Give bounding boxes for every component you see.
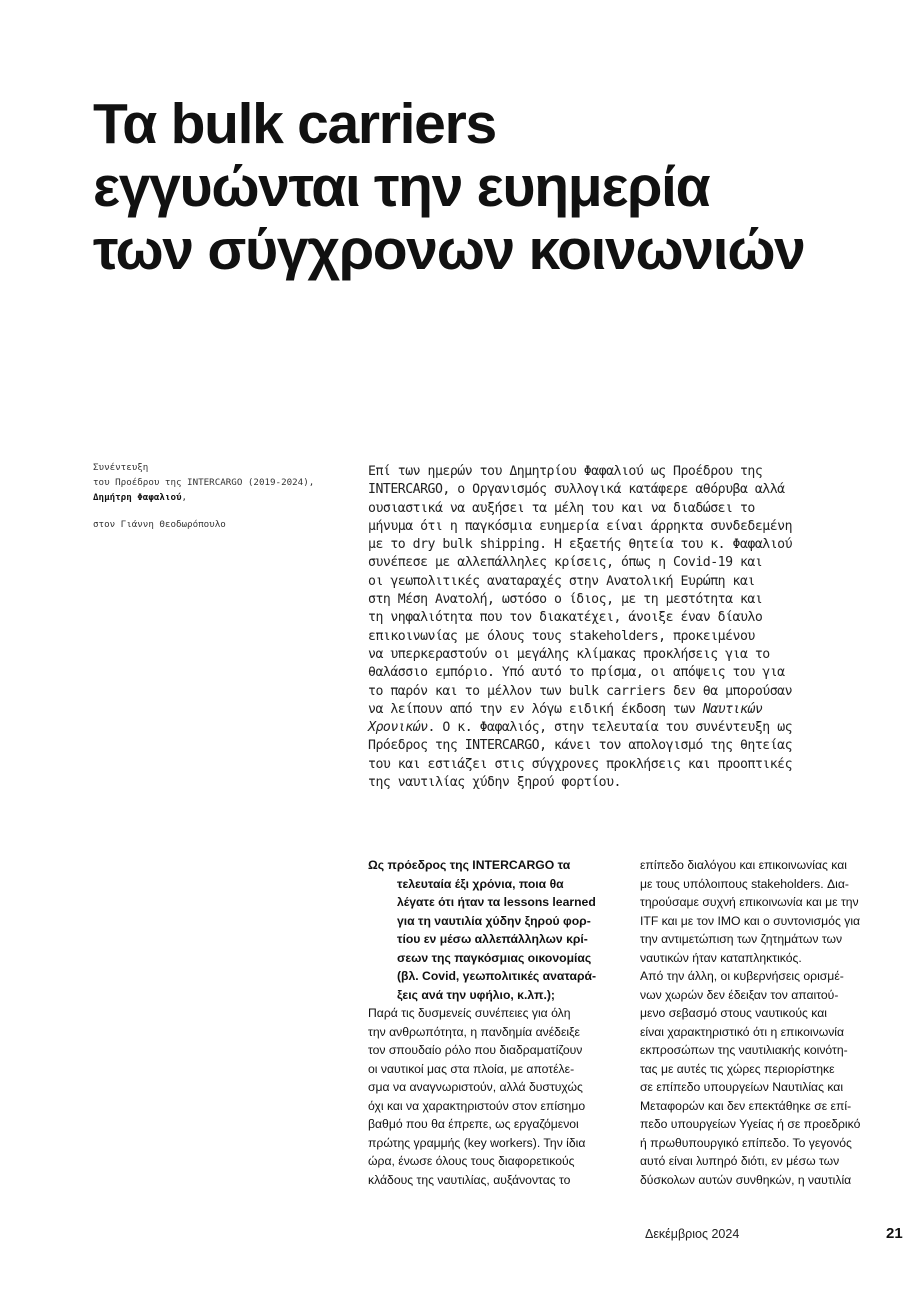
answer-line: την ανθρωπότητα, η πανδημία ανέδειξε xyxy=(368,1024,580,1039)
intro-paragraph xyxy=(368,463,903,792)
answer-line: εκπροσώπων της ναυτιλιακής κοινότη- xyxy=(640,1043,848,1057)
intro-line: Πρόεδρος της INTERCARGO, κάνει τον απολογισμό της θητείας xyxy=(368,738,793,754)
answer-line: δύσκολων αυτών συνθηκών, η ναυτιλία xyxy=(640,1172,852,1187)
interviewer-line: στον Γιάννη Θεοδωρόπουλο xyxy=(93,519,226,530)
credits-line: του Προέδρου της INTERCARGO (2019-2024), xyxy=(93,477,315,488)
interviewee-name: Δημήτρη Φαφαλιού xyxy=(93,492,182,503)
intro-text: να λείπουν από την εν λόγω ειδική έκδοση των xyxy=(368,701,703,717)
headline-line: των σύγχρονων κοινωνιών xyxy=(93,218,805,282)
answer-line: επίπεδο διαλόγου και επικοινωνίας και xyxy=(640,858,847,872)
answer-line: ναυτικών ήταν καταπληκτικός. xyxy=(640,950,802,965)
question-line: (βλ. Covid, γεωπολιτικές αναταρά- xyxy=(397,969,597,983)
question-line: τελευταία έξι χρόνια, ποια θα xyxy=(397,876,564,891)
answer-line: όχι και να χαρακτηριστούν στον επίσημο xyxy=(368,1098,586,1113)
answer-line: Παρά τις δυσμενείς συνέπειες για όλη xyxy=(368,1006,571,1020)
intro-line: Επί των ημερών του Δημητρίου Φαφαλιού ως Προέδρου της xyxy=(368,464,763,479)
answer-line: τον σπουδαίο ρόλο που διαδραματίζουν xyxy=(368,1043,583,1057)
answer-line: πρώτης γραμμής (key workers). Την ίδια xyxy=(368,1135,586,1150)
intro-text: . Ο κ. Φαφαλιός, στην τελευταία του συνέντευξη ως xyxy=(427,720,793,736)
intro-line: τη νηφαλιότητα που τον διακατέχει, άνοιξε έναν δίαυλο xyxy=(368,610,763,626)
intro-line: να υπερκεραστούν οι μεγάλης κλίμακας προκλήσεις για το xyxy=(368,646,770,662)
body-column-1 xyxy=(368,856,630,1189)
intro-line: INTERCARGO, ο Οργανισμός συλλογικά κατάφερε αθόρυβα αλλά xyxy=(368,482,785,498)
credits-name-line xyxy=(93,490,353,505)
answer-paragraph xyxy=(368,1004,630,1189)
headline-line: εγγυώνται την ευημερία xyxy=(93,155,710,219)
intro-line: οι γεωπολιτικές αναταραχές στην Ανατολική Ευρώπη και xyxy=(368,573,755,589)
intro-line xyxy=(368,701,903,719)
answer-line: είναι χαρακτηριστικό ότι η επικοινωνία xyxy=(640,1024,845,1039)
question-line: Ως πρόεδρος της INTERCARGO τα xyxy=(368,858,571,872)
intro-line: της ναυτιλίας χύδην ξηρού φορτίου. xyxy=(368,775,621,791)
intro-line: ουσιαστικά να αυξήσει τα μέλη του και να διαδώσει το xyxy=(368,500,755,516)
answer-line: Από την άλλη, οι κυβερνήσεις ορισμέ- xyxy=(640,969,844,983)
headline-line: Τα bulk carriers xyxy=(93,92,496,156)
question-line: για τη ναυτιλία χύδην ξηρού φορ- xyxy=(397,913,591,928)
intro-line: με το dry bulk shipping. Η εξαετής θητεία του κ. Φαφαλιού xyxy=(368,537,793,553)
intro-line: μήνυμα ότι η παγκόσμια ευημερία είναι άρρηκτα συνδεδεμένη xyxy=(368,518,793,534)
question-line: σεων της παγκόσμιας οικονομίας xyxy=(397,950,592,965)
answer-line: σε επίπεδο υπουργείων Ναυτιλίας και xyxy=(640,1080,844,1094)
question-line: λέγατε ότι ήταν τα lessons learned xyxy=(397,895,596,909)
question-line: τίου εν μέσω αλλεπάλληλων κρί- xyxy=(397,932,588,946)
intro-line: του και εστιάζει στις σύγχρονες προκλήσεις και προοπτικές xyxy=(368,756,793,772)
answer-line: σμα να αναγνωριστούν, αλλά δυστυχώς xyxy=(368,1080,583,1094)
interview-credits xyxy=(93,460,353,532)
answer-line: τας με αυτές τις χώρες περιορίστηκε xyxy=(640,1061,835,1076)
answer-line: Μεταφορών και δεν επεκτάθηκε σε επί- xyxy=(640,1098,852,1113)
answer-line: ITF και με τον IMO και ο συντονισμός για xyxy=(640,913,861,928)
answer-line: ή πρωθυπουργικό επίπεδο. Το γεγονός xyxy=(640,1135,852,1150)
intro-line: επικοινωνίας με όλους τους stakeholders, προκειμένου xyxy=(368,628,755,644)
article-headline xyxy=(93,93,883,282)
answer-line: ώρα, ένωσε όλους τους διαφορετικούς xyxy=(368,1154,575,1168)
answer-line: την αντιμετώπιση των ζητημάτων των xyxy=(640,932,843,946)
intro-line: στη Μέση Ανατολή, ωστόσο ο ίδιος, με τη μεστότητα και xyxy=(368,592,763,608)
intro-line xyxy=(368,719,903,737)
answer-line: βαθμό που θα έπρεπε, ως εργαζόμενοι xyxy=(368,1117,579,1131)
intro-line: θαλάσσιο εμπόριο. Υπό αυτό το πρίσμα, οι απόψεις του για xyxy=(368,665,785,681)
name-comma: , xyxy=(181,492,188,503)
issue-date: Δεκέμβριος 2024 xyxy=(645,1227,740,1241)
body-column-2 xyxy=(640,856,902,1189)
answer-line: πεδο υπουργείων Υγείας ή σε προεδρικό xyxy=(640,1117,861,1131)
page-number: 21 xyxy=(886,1225,903,1242)
interview-question xyxy=(368,856,630,1004)
answer-line: αυτό είναι λυπηρό διότι, εν μέσω των xyxy=(640,1154,840,1168)
answer-line: τηρούσαμε συχνή επικοινωνία και με την xyxy=(640,895,859,909)
answer-line: μενο σεβασμό στους ναυτικούς και xyxy=(640,1006,827,1020)
credits-line: Συνέντευξη xyxy=(93,462,149,473)
question-line: ξεις ανά την υφήλιο, κ.λπ.); xyxy=(397,987,555,1002)
answer-line: οι ναυτικοί μας στα πλοία, με αποτέλε- xyxy=(368,1061,575,1076)
intro-line: συνέπεσε με αλλεπάλληλες κρίσεις, όπως η Covid-19 και xyxy=(368,555,763,571)
answer-line: με τους υπόλοιπους stakeholders. Δια- xyxy=(640,876,849,891)
answer-line: νων χωρών δεν έδειξαν τον απαιτού- xyxy=(640,987,839,1002)
answer-line: κλάδους της ναυτιλίας, αυξάνοντας το xyxy=(368,1172,571,1187)
publication-name: Ναυτικών xyxy=(702,701,763,717)
intro-line: το παρόν και το μέλλον των bulk carriers δεν θα μπορούσαν xyxy=(368,683,793,699)
publication-name: Χρονικών xyxy=(368,720,428,736)
